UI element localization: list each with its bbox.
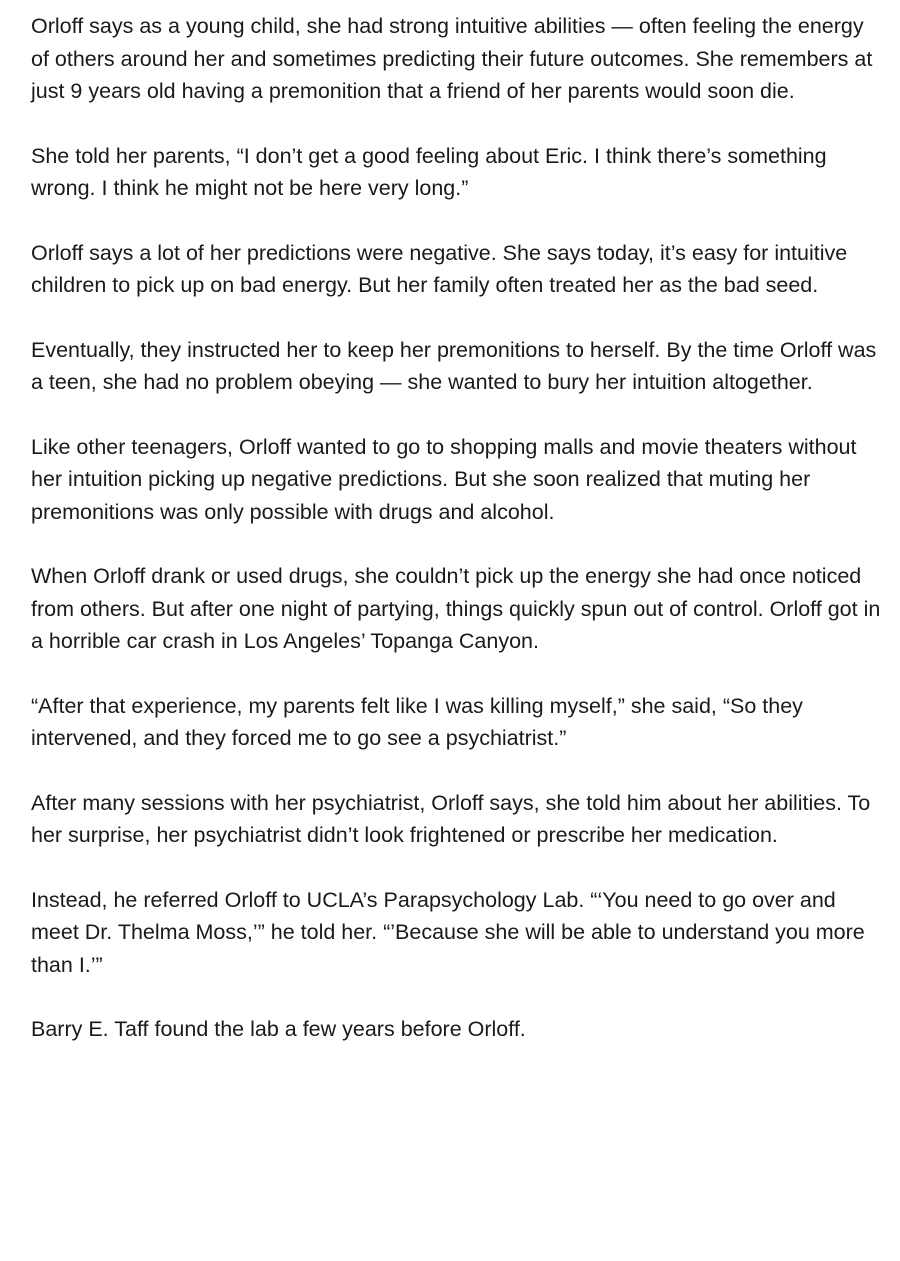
paragraph-10: Barry E. Taff found the lab a few years before Orloff.	[31, 1017, 526, 1041]
paragraph-6: When Orloff drank or used drugs, she couldn’t pick up the energy she had once noticed from others. But after one night of partying, things quickly spun out of control. Orloff got in a horrible car crash in Los Angeles’ Topanga Canyon.	[31, 564, 881, 653]
paragraph-9: Instead, he referred Orloff to UCLA’s Parapsychology Lab. “‘You need to go over and meet Dr. Thelma Moss,’” he told her. “’Because she will be able to understand you more than I.’”	[31, 887, 865, 977]
article-body	[31, 10, 881, 1078]
paragraph-2: She told her parents, “I don’t get a good feeling about Eric. I think there’s something wrong. I think he might not be here very long.”	[31, 143, 827, 200]
paragraph-8: After many sessions with her psychiatrist, Orloff says, she told him about her abilities. To her surprise, her psychiatrist didn’t look frightened or prescribe her medication.	[31, 790, 871, 847]
paragraph-4: Eventually, they instructed her to keep her premonitions to herself. By the time Orloff was a teen, she had no problem obeying — she wanted to bury her intuition altogether.	[31, 337, 877, 394]
paragraph-3: Orloff says a lot of her predictions were negative. She says today, it’s easy for intuitive children to pick up on bad energy. But her family often treated her as the bad seed.	[31, 240, 848, 297]
paragraph-1: Orloff says as a young child, she had strong intuitive abilities — often feeling the energy of others around her and sometimes predicting their future outcomes. She remembers at just 9 years old having a premonition that a friend of her parents would soon die.	[31, 14, 873, 103]
paragraph-5: Like other teenagers, Orloff wanted to go to shopping malls and movie theaters without her intuition picking up negative predictions. But she soon realized that muting her premonitions was only possible with drugs and alcohol.	[31, 434, 857, 524]
paragraph-7: “After that experience, my parents felt like I was killing myself,” she said, “So they intervened, and they forced me to go see a psychiatrist.”	[31, 693, 803, 750]
